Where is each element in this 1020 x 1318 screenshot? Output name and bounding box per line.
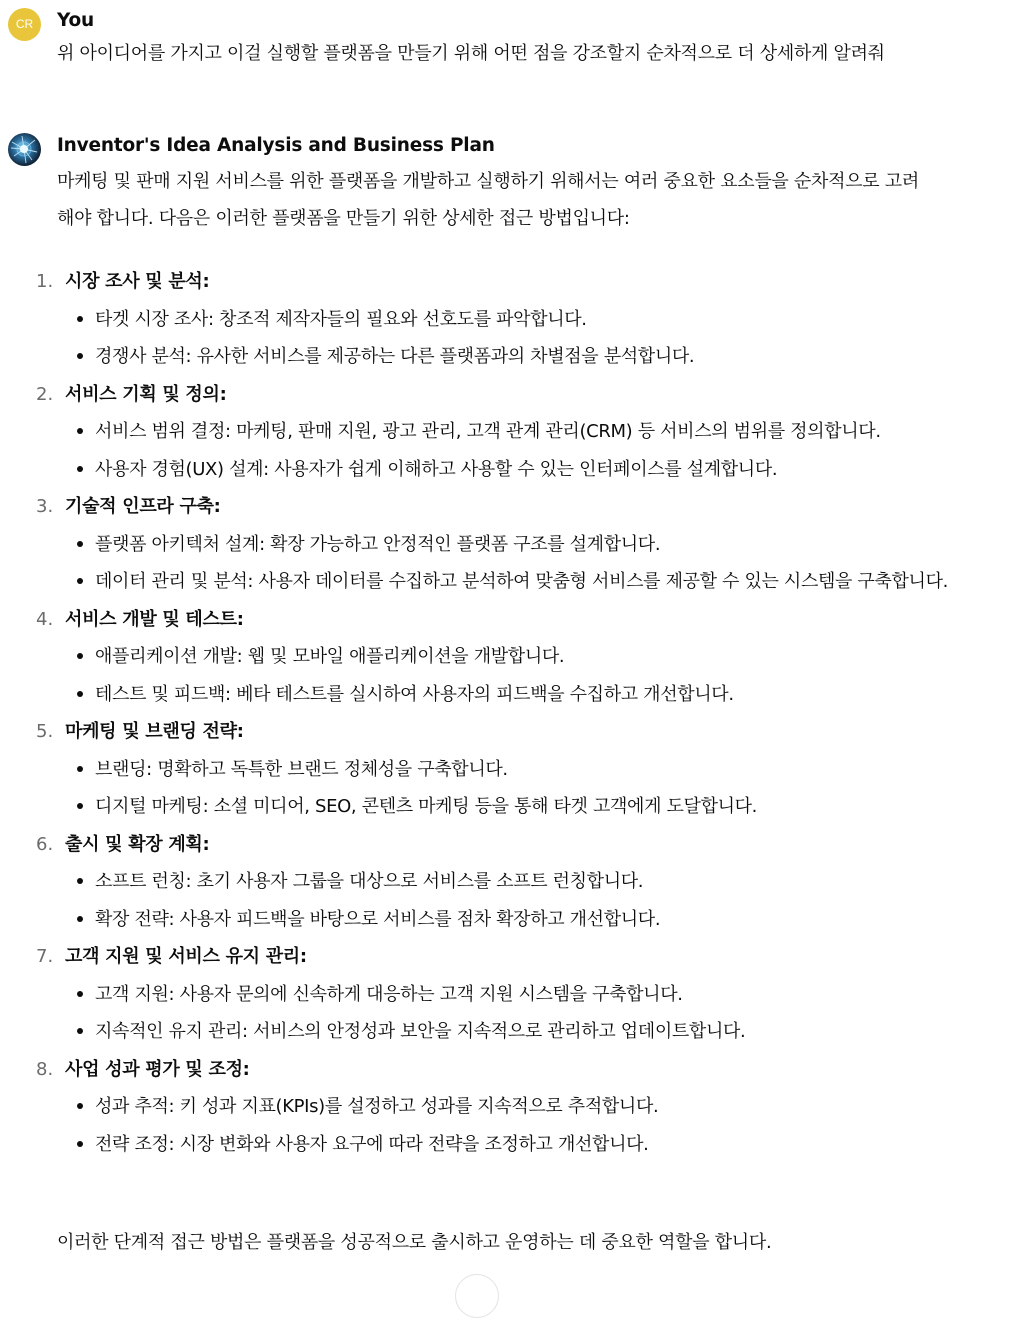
bullet-dot-icon: [77, 428, 83, 434]
bullet-dot-icon: [77, 916, 83, 922]
step-item: [0, 488, 1020, 601]
assistant-closing: 이러한 단계적 접근 방법은 플랫폼을 성공적으로 출시하고 운영하는 데 중요한 역할을 합니다.: [57, 1232, 772, 1253]
step-bullet-text: 경쟁사 분석: 유사한 서비스를 제공하는 다른 플랫폼과의 차별점을 분석합니다.: [95, 346, 695, 367]
step-number: 2.: [36, 383, 54, 405]
assistant-name: Inventor's Idea Analysis and Business Plan: [57, 135, 495, 156]
step-item: [0, 938, 1020, 1051]
bullet-dot-icon: [77, 578, 83, 584]
step-bullet-text: 플랫폼 아키텍처 설계: 확장 가능하고 안정적인 플랫폼 구조를 설계합니다.: [95, 533, 661, 555]
step-bullet: [95, 451, 985, 489]
assistant-intro-line-2: 해야 합니다. 다음은 이러한 플랫폼을 만들기 위한 상세한 접근 방법입니다:: [57, 208, 630, 229]
step-bullet: [95, 976, 985, 1014]
user-avatar: CR: [8, 8, 41, 41]
bullet-dot-icon: [77, 466, 83, 472]
step-number: 4.: [36, 608, 54, 630]
gpt-avatar-icon: [8, 133, 41, 166]
step-bullet-text: 디지털 마케팅: 소셜 미디어, SEO, 콘텐츠 마케팅 등을 통해 타겟 고객에게 도달합니다.: [95, 796, 758, 817]
step-number: 1.: [36, 271, 54, 292]
bullet-dot-icon: [77, 803, 83, 809]
bullet-dot-icon: [77, 541, 83, 547]
step-bullet: [95, 1013, 985, 1051]
step-bullet-text: 성과 추적: 키 성과 지표(KPIs)를 설정하고 성과를 지속적으로 추적합니다.: [95, 1096, 659, 1117]
bullet-dot-icon: [77, 691, 83, 697]
step-bullet: [95, 863, 985, 901]
step-title: 마케팅 및 브랜딩 전략:: [65, 721, 244, 742]
scroll-down-button[interactable]: [455, 1274, 499, 1318]
step-item: [0, 826, 1020, 939]
step-number: 7.: [36, 946, 54, 967]
step-bullet-text: 고객 지원: 사용자 문의에 신속하게 대응하는 고객 지원 시스템을 구축합니다.: [95, 983, 683, 1005]
bullet-dot-icon: [77, 991, 83, 997]
step-item: [0, 376, 1020, 489]
step-title: 기술적 인프라 구축:: [65, 496, 221, 517]
step-number: 6.: [36, 833, 54, 855]
step-bullet-text: 전략 조정: 시장 변화와 사용자 요구에 따라 전략을 조정하고 개선합니다.: [95, 1133, 649, 1155]
step-bullet: [95, 338, 985, 376]
step-bullet: [95, 1126, 985, 1164]
step-title: 사업 성과 평가 및 조정:: [65, 1058, 250, 1080]
step-item: [0, 713, 1020, 826]
step-bullet-text: 브랜딩: 명확하고 독특한 브랜드 정체성을 구축합니다.: [95, 758, 508, 780]
step-bullet: [95, 638, 985, 676]
step-bullet: [95, 526, 985, 564]
bullet-dot-icon: [77, 1028, 83, 1034]
step-bullet: [95, 788, 985, 826]
step-number: 8.: [36, 1058, 54, 1080]
step-bullet: [95, 751, 985, 789]
step-bullet-text: 서비스 범위 결정: 마케팅, 판매 지원, 광고 관리, 고객 관계 관리(CRM) 등 서비스의 범위를 정의합니다.: [95, 421, 881, 442]
bullet-dot-icon: [77, 316, 83, 322]
step-bullet: [95, 413, 985, 451]
step-bullet-text: 소프트 런칭: 초기 사용자 그룹을 대상으로 서비스를 소프트 런칭합니다.: [95, 871, 644, 892]
step-title: 시장 조사 및 분석:: [65, 271, 210, 292]
assistant-intro-line-1: 마케팅 및 판매 지원 서비스를 위한 플랫폼을 개발하고 실행하기 위해서는 여러 중요한 요소들을 순차적으로 고려: [57, 171, 919, 192]
step-title: 출시 및 확장 계획:: [65, 833, 210, 855]
bullet-dot-icon: [77, 353, 83, 359]
bullet-dot-icon: [77, 878, 83, 884]
step-title: 서비스 개발 및 테스트:: [65, 608, 244, 630]
steps-list: [0, 263, 1020, 1163]
step-bullet-text: 애플리케이션 개발: 웹 및 모바일 애플리케이션을 개발합니다.: [95, 646, 565, 667]
step-bullet-text: 타겟 시장 조사: 창조적 제작자들의 필요와 선호도를 파악합니다.: [95, 308, 587, 330]
bullet-dot-icon: [77, 653, 83, 659]
step-bullet-text: 데이터 관리 및 분석: 사용자 데이터를 수집하고 분석하여 맞춤형 서비스를 제공할 수 있는 시스템을 구축합니다.: [95, 571, 948, 592]
step-bullet: [95, 301, 985, 339]
user-message-text: 위 아이디어를 가지고 이걸 실행할 플랫폼을 만들기 위해 어떤 점을 강조할지 순차적으로 더 상세하게 알려줘: [57, 43, 885, 64]
step-bullet: [95, 1088, 985, 1126]
step-bullet-text: 테스트 및 피드백: 베타 테스트를 실시하여 사용자의 피드백을 수집하고 개선합니다.: [95, 683, 734, 705]
bullet-dot-icon: [77, 1103, 83, 1109]
step-title: 고객 지원 및 서비스 유지 관리:: [65, 946, 307, 967]
step-number: 3.: [36, 496, 54, 517]
step-item: [0, 601, 1020, 714]
bullet-dot-icon: [77, 766, 83, 772]
step-number: 5.: [36, 721, 54, 742]
step-bullet: [95, 901, 985, 939]
user-name: You: [57, 10, 94, 31]
step-bullet-text: 확장 전략: 사용자 피드백을 바탕으로 서비스를 점차 확장하고 개선합니다.: [95, 908, 661, 930]
step-item: [0, 263, 1020, 376]
step-bullet-text: 지속적인 유지 관리: 서비스의 안정성과 보안을 지속적으로 관리하고 업데이트합니다.: [95, 1021, 746, 1042]
bullet-dot-icon: [77, 1141, 83, 1147]
step-bullet: [95, 676, 985, 714]
step-bullet: [95, 563, 985, 601]
step-bullet-text: 사용자 경험(UX) 설계: 사용자가 쉽게 이해하고 사용할 수 있는 인터페이스를 설계합니다.: [95, 458, 778, 480]
step-title: 서비스 기획 및 정의:: [65, 383, 227, 405]
step-item: [0, 1051, 1020, 1164]
